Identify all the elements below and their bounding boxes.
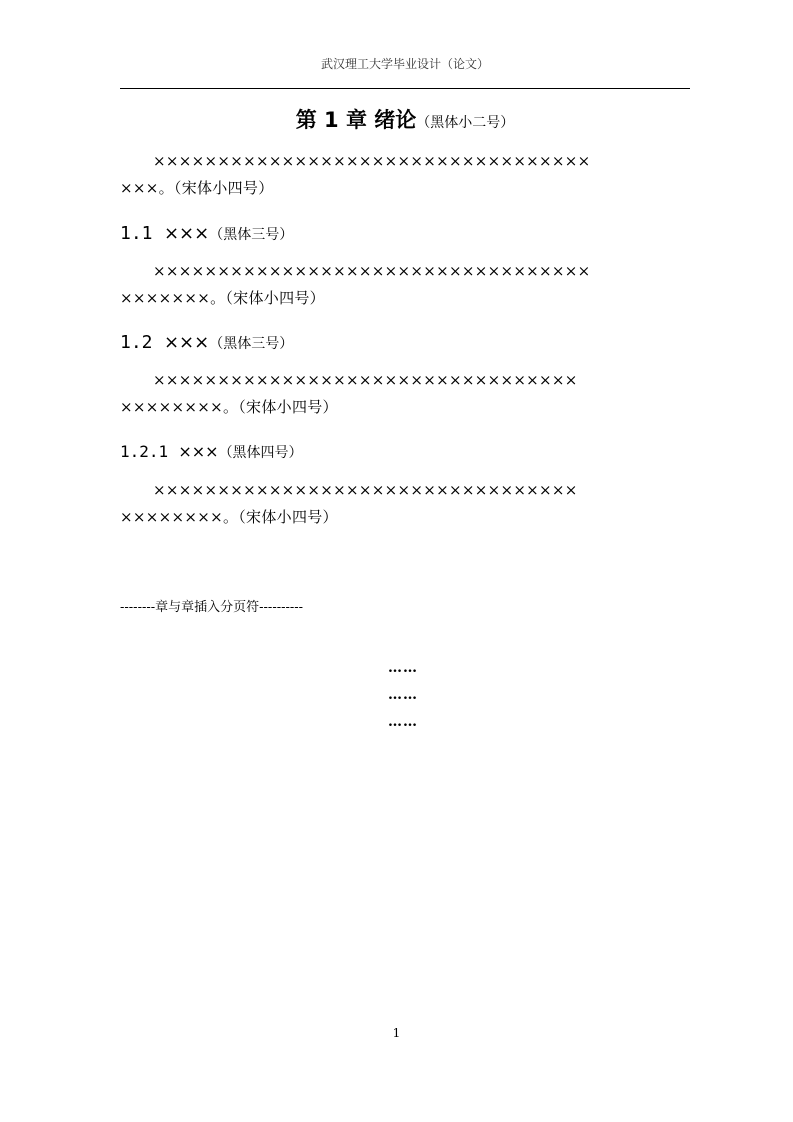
- header-rule: [120, 88, 690, 89]
- paragraph-1-line-2: ×××。（宋体小四号）: [120, 179, 274, 197]
- section-heading-1-2-1: [120, 442, 303, 462]
- section-number: 1.2.1: [120, 442, 169, 461]
- paragraph-2-line-1: ××××××××××××××××××××××××××××××××××: [153, 262, 591, 280]
- paragraph-4: [120, 477, 690, 531]
- paragraph-2: [120, 258, 690, 312]
- page-number: 1: [392, 1026, 401, 1040]
- section-note: （黑体三号）: [209, 336, 294, 352]
- section-note: （黑体三号）: [209, 227, 294, 243]
- paragraph-1-line-1: ××××××××××××××××××××××××××××××××××: [153, 152, 591, 170]
- section-note: （黑体四号）: [218, 445, 303, 461]
- paragraph-4-line-1: ×××××××××××××××××××××××××××××××××: [153, 481, 578, 499]
- paragraph-4-line-2: ××××××××。（宋体小四号）: [120, 508, 338, 526]
- section-number: 1.1: [120, 223, 153, 244]
- section-title: ×××: [163, 223, 210, 244]
- section-heading-1-1: [120, 223, 293, 244]
- section-heading-1-2: [120, 332, 293, 353]
- page-break-note: --------章与章插入分页符----------: [120, 600, 304, 615]
- running-header: 武汉理工大学毕业设计（论文）: [320, 57, 489, 71]
- paragraph-3-line-2: ××××××××。（宋体小四号）: [120, 398, 338, 416]
- section-number: 1.2: [120, 332, 153, 353]
- paragraph-3: [120, 367, 690, 421]
- ellipsis-2: ……: [388, 687, 418, 703]
- paragraph-3-line-1: ×××××××××××××××××××××××××××××××××: [153, 371, 578, 389]
- ellipsis-3: ……: [388, 714, 418, 730]
- ellipsis-1: ……: [388, 660, 418, 676]
- paragraph-2-line-2: ×××××××。（宋体小四号）: [120, 289, 325, 307]
- section-title: ×××: [163, 332, 210, 353]
- section-title: ×××: [178, 442, 219, 461]
- chapter-title-note: （黑体小二号）: [416, 115, 515, 131]
- chapter-title-text: 第 1 章 绪论: [295, 108, 417, 132]
- chapter-title: [120, 104, 690, 134]
- paragraph-1: [120, 148, 690, 202]
